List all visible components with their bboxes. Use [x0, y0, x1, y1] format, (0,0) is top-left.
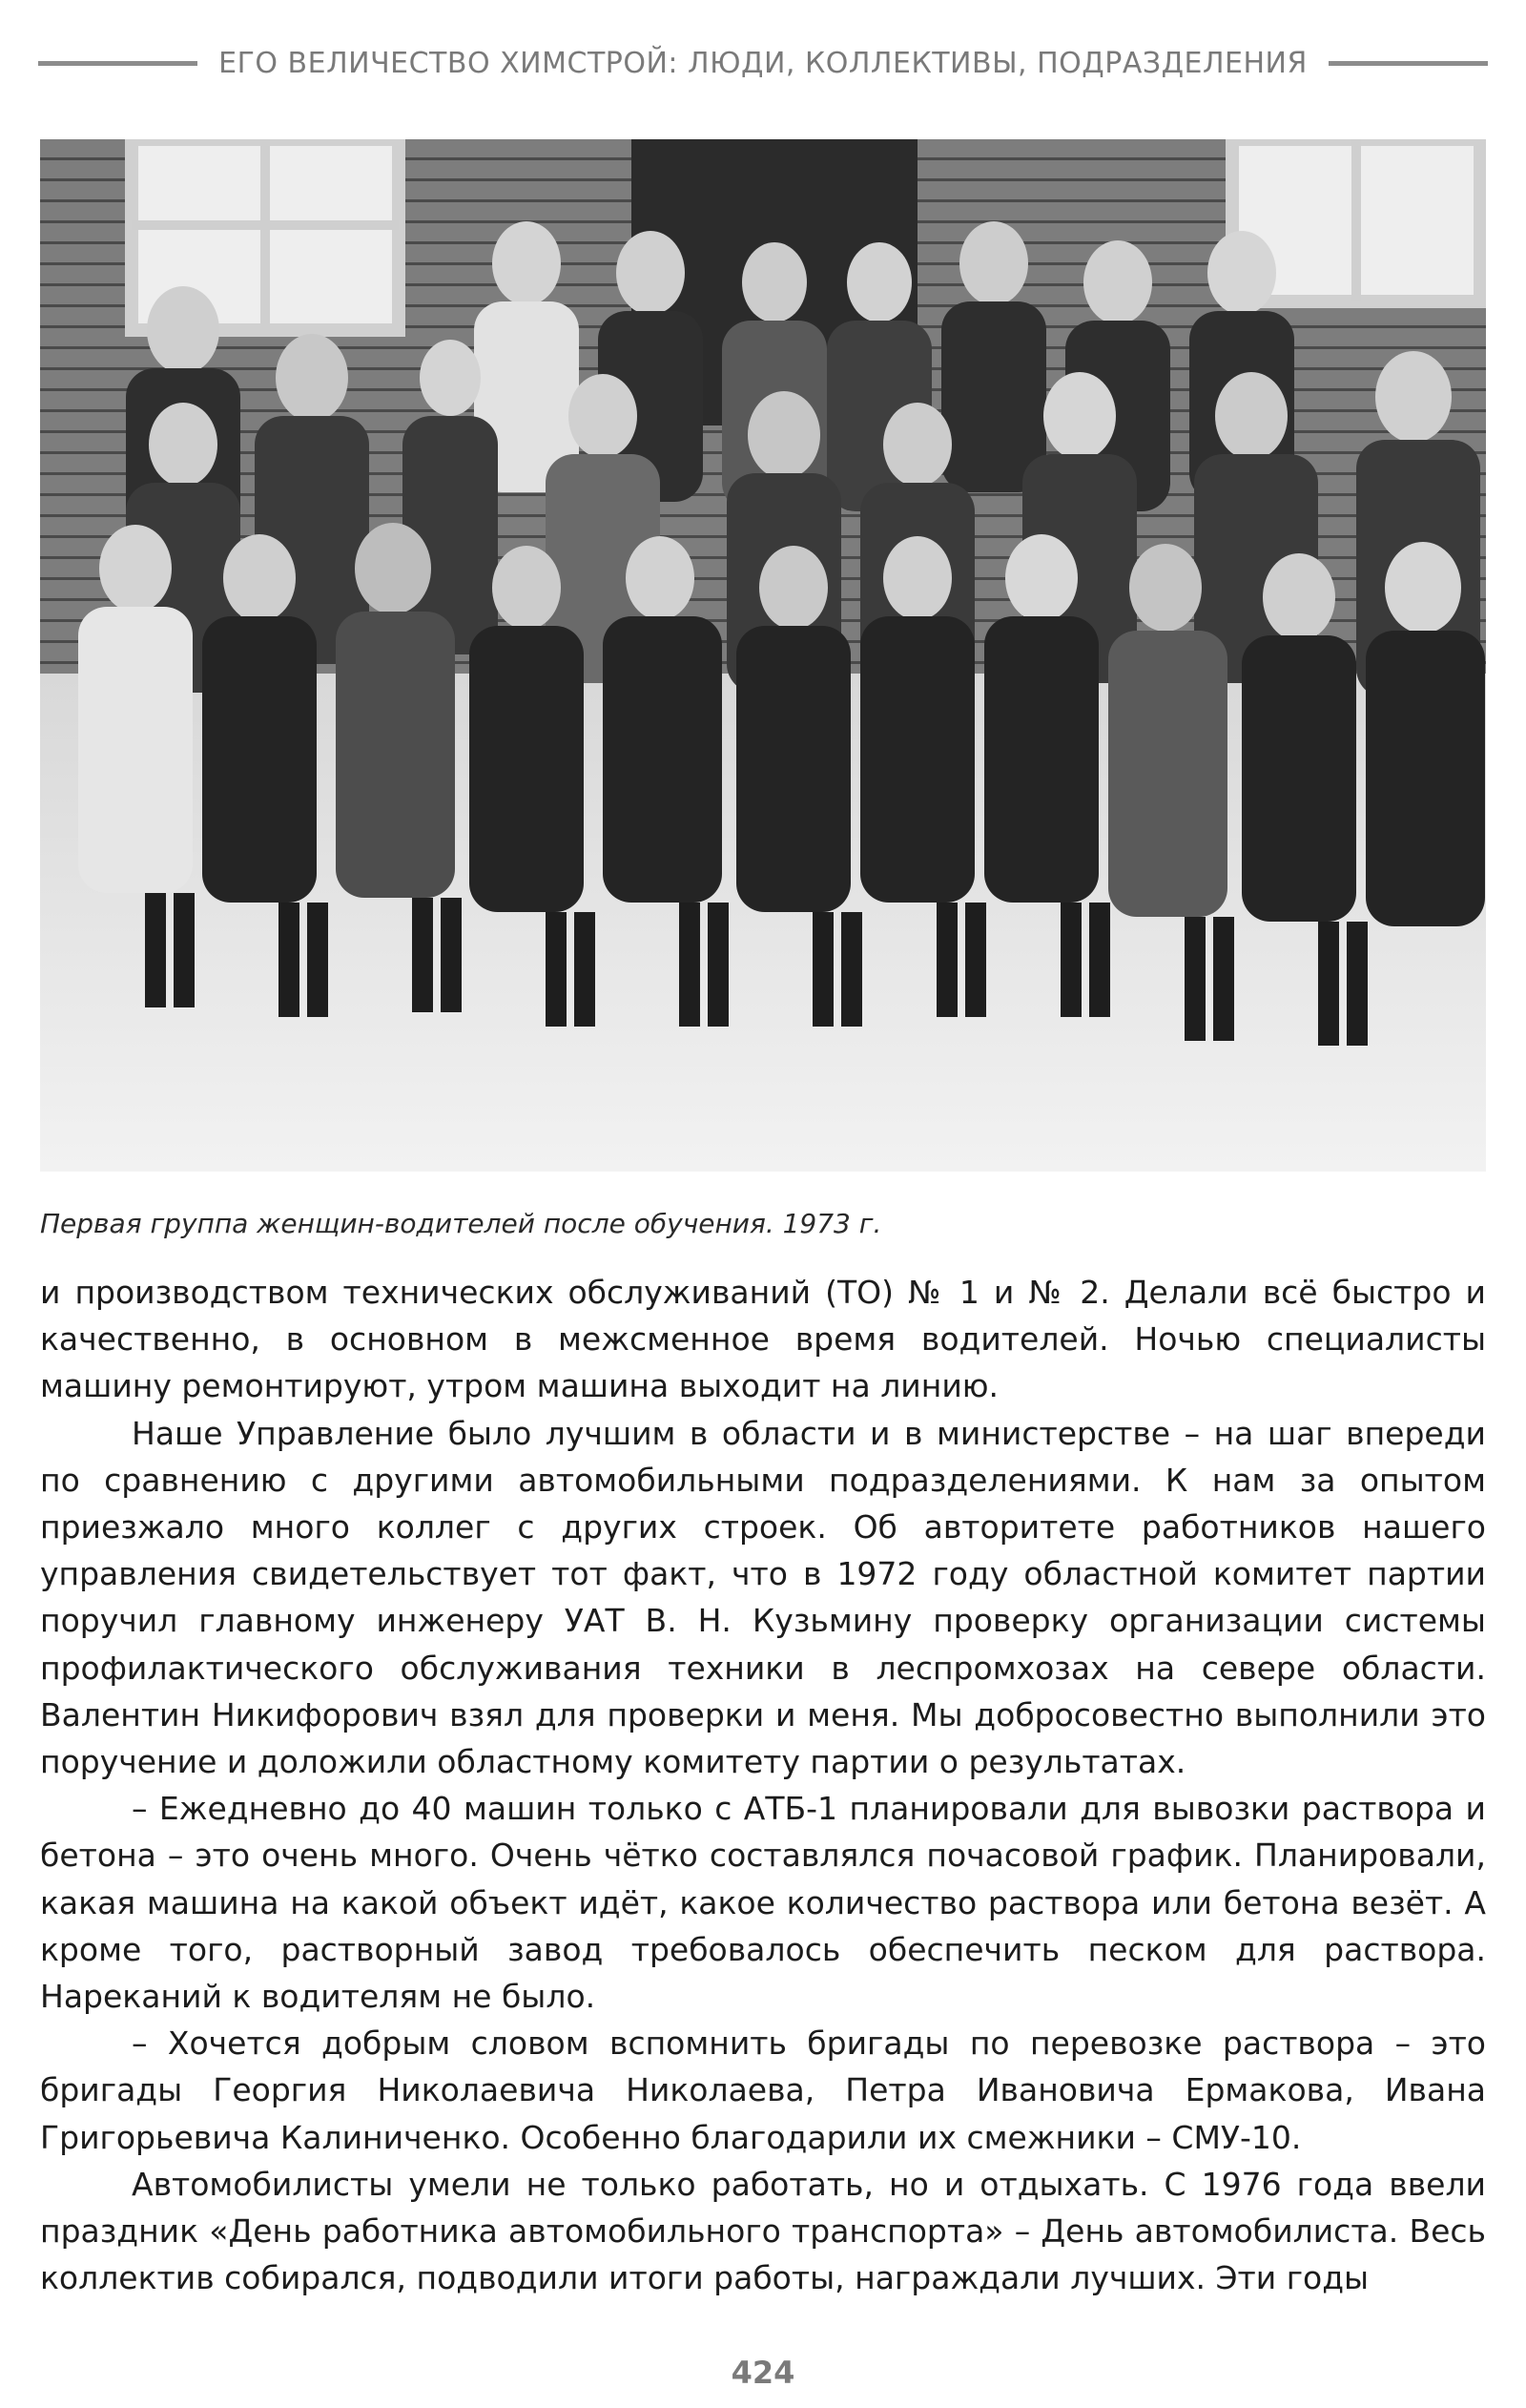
group-photo [40, 139, 1486, 1172]
header-rule-left [38, 61, 197, 66]
header-title: ЕГО ВЕЛИЧЕСТВО ХИМСТРОЙ: ЛЮДИ, КОЛЛЕКТИВЫ, ПОДРАЗДЕЛЕНИЯ [218, 46, 1308, 80]
paragraph: Наше Управление было лучшим в области и в министерстве – на шаг впереди по сравнению с другими автомобильными подразделениями. К нам за опытом приезжало много коллег с других строек. Об авторитете работников нашего управления свидетельствует тот факт, что в 1972 году областной комитет партии поручил главному инженеру УАТ В. Н. Кузьмину проверку организации системы профилактического обслуживания техники в леспромхозах на севере области. Валентин Никифорович взял для проверки и меня. Мы добросовестно выполнили это поручение и доложили областному комитету партии о результатах. [40, 1414, 1486, 1781]
paragraph: Автомобилисты умели не только работать, но и отдыхать. С 1976 года ввели праздник «День работника автомобильного транспорта» – День автомобилиста. Весь коллектив собирался, подводили итоги работы, награждали лучших. Эти годы [40, 2165, 1486, 2297]
header-rule-right [1329, 61, 1488, 66]
paragraph: – Ежедневно до 40 машин только с АТБ-1 планировали для вывозки раствора и бетона – это очень много. Очень чётко составлялся почасовой график. Планировали, какая машина на какой объект идёт, какое количество раствора или бетона везёт. А кроме того, растворный завод требовалось обеспечить песком для раствора. Нареканий к водителям не было. [40, 1790, 1486, 2016]
paragraph: – Хочется добрым словом вспомнить бригады по перевозке раствора – это бригады Георгия Николаевича Николаева, Петра Ивановича Ермакова, Ивана Григорьевича Калиниченко. Особенно благодарили их смежники – СМУ-10. [40, 2024, 1486, 2156]
running-header [38, 42, 1488, 84]
page-number: 424 [731, 2355, 795, 2391]
body-text [40, 1269, 1486, 2301]
photo-caption: Первая группа женщин-водителей после обучения. 1973 г. [40, 1208, 882, 1239]
paragraph: и производством технических обслуживаний (ТО) № 1 и № 2. Делали всё быстро и качественно, в основном в межсменное время водителей. Ночью специалисты машину ремонтируют, утром машина выходит на линию. [40, 1274, 1486, 1405]
